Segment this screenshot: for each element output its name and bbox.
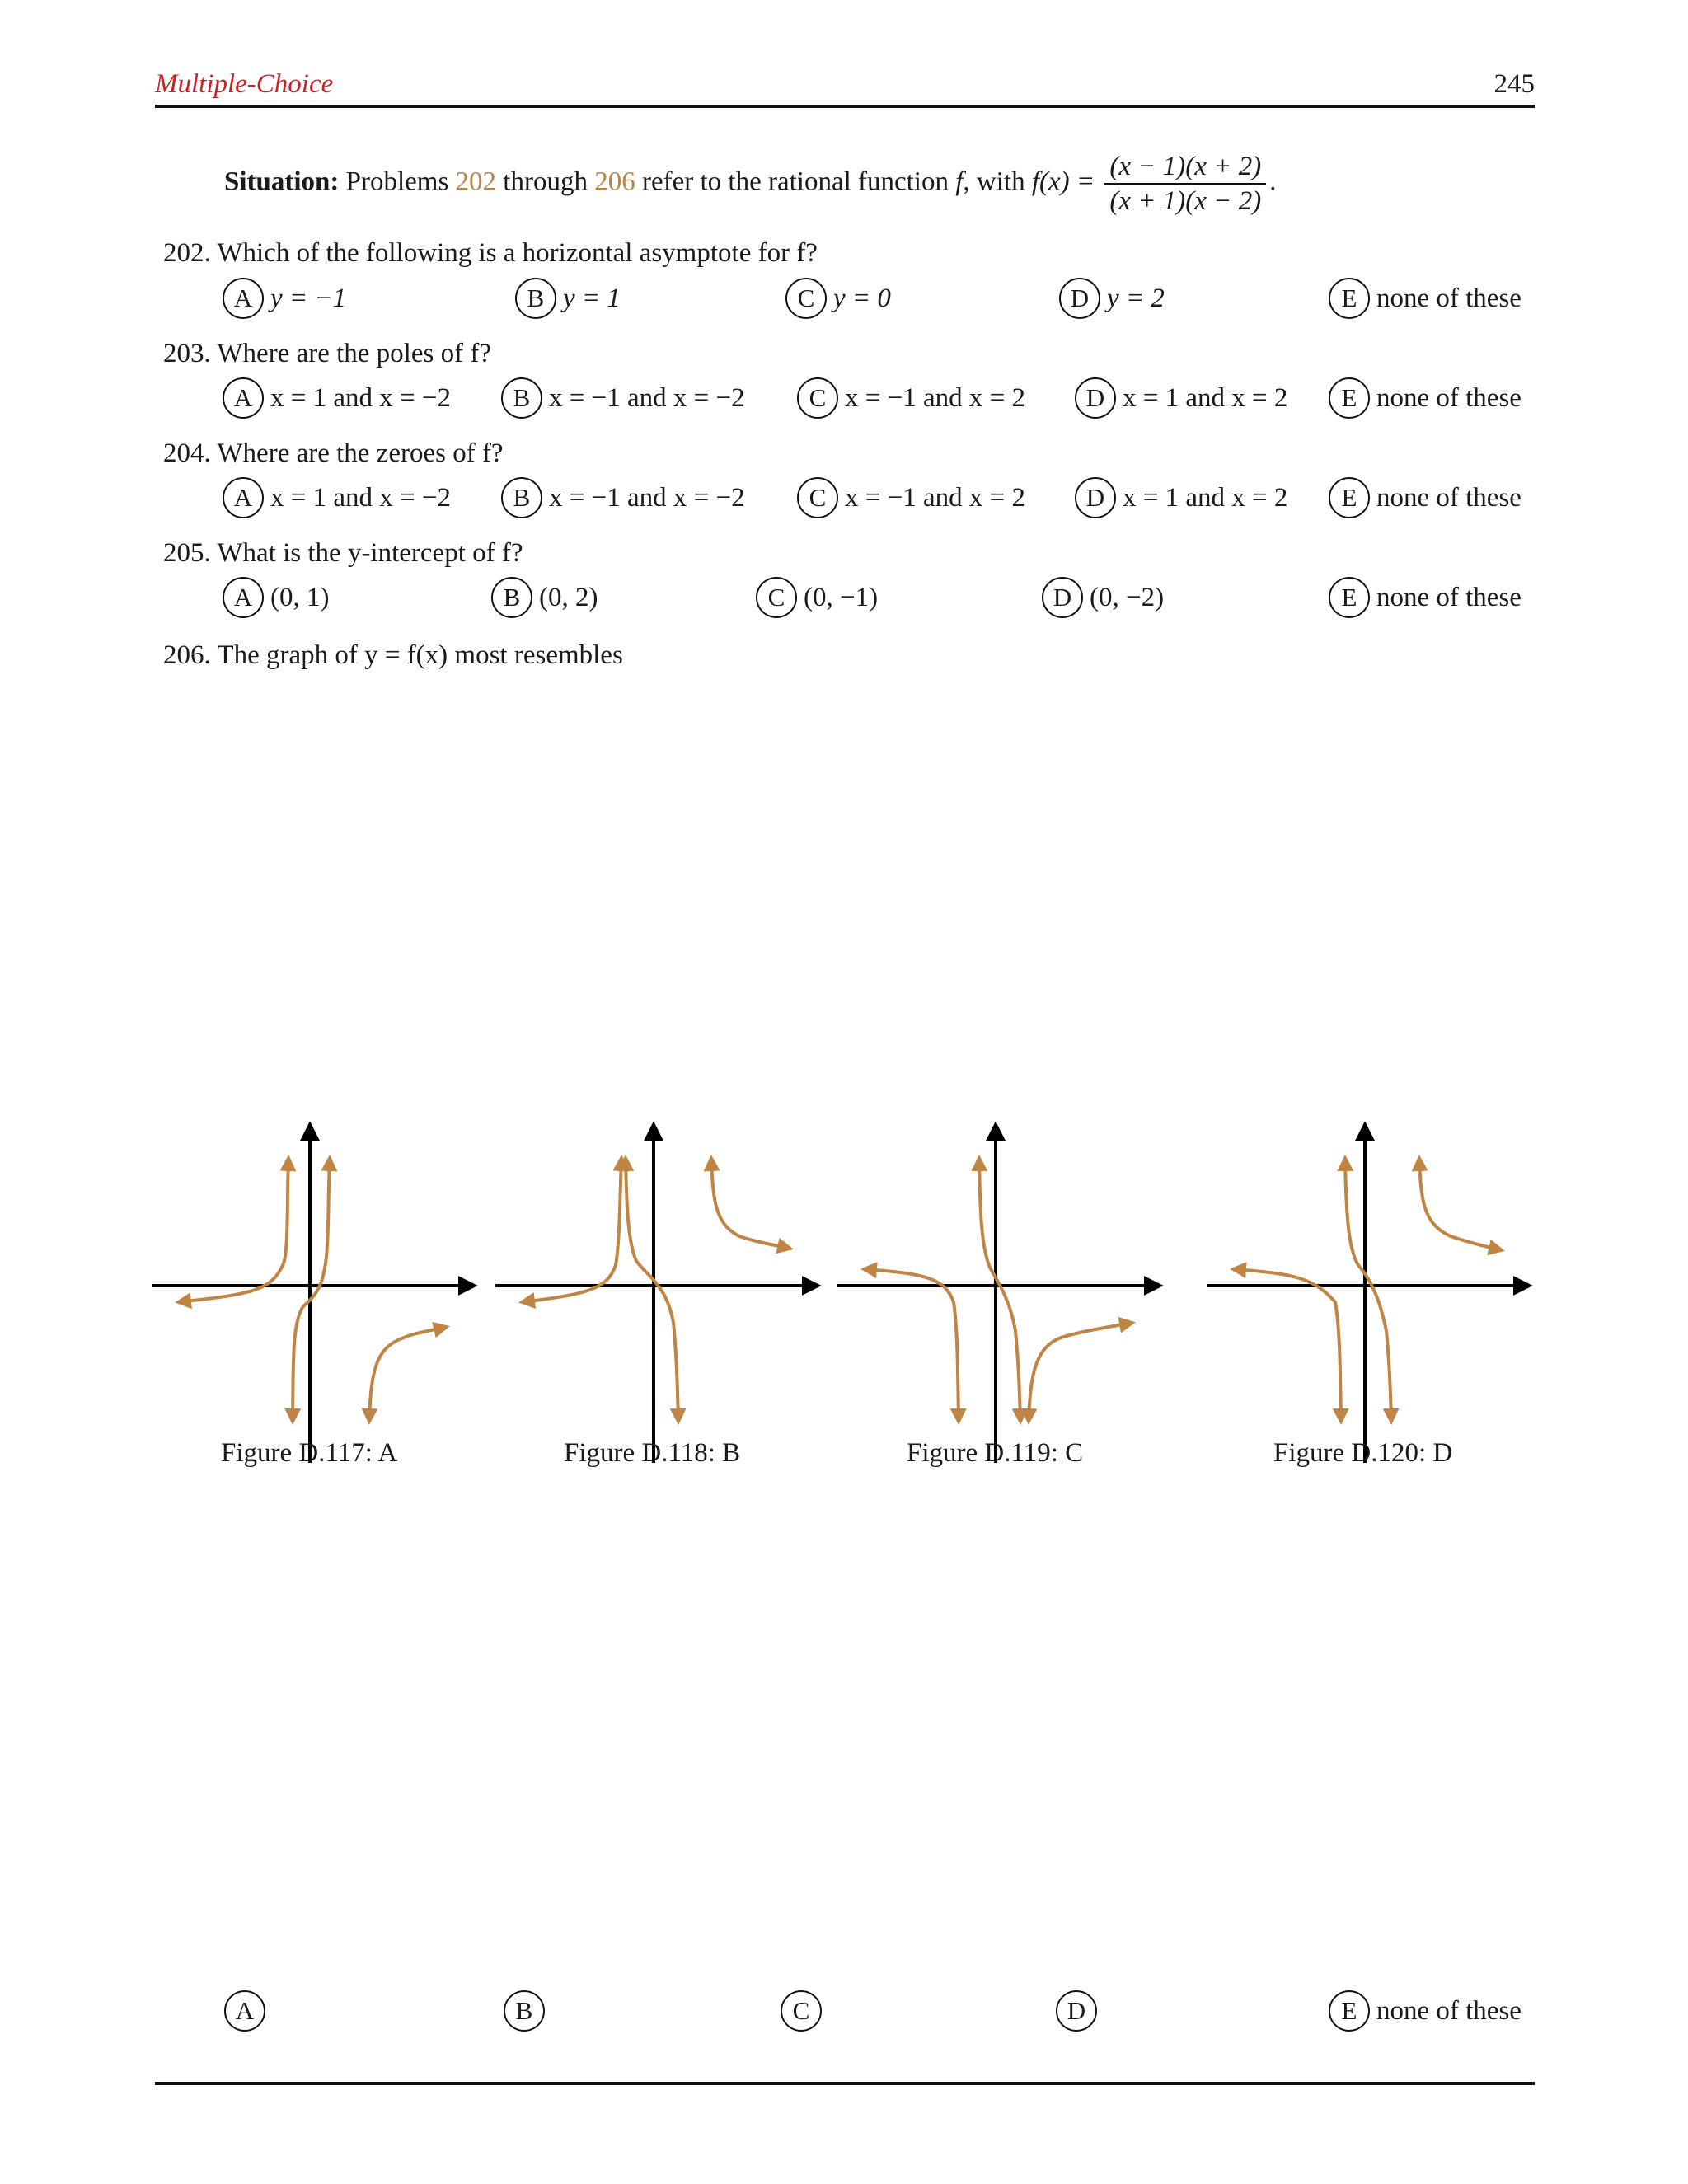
curve-left-branch bbox=[178, 1158, 288, 1302]
situation-text-4: , with bbox=[963, 166, 1025, 197]
curve-left-branch bbox=[522, 1158, 621, 1302]
choice-letter: A bbox=[223, 377, 264, 419]
choice-letter: C bbox=[756, 577, 797, 618]
option-204-d[interactable] bbox=[1075, 477, 1287, 518]
option-202-a[interactable] bbox=[223, 278, 346, 319]
situation-statement bbox=[224, 150, 1276, 218]
fraction-numerator: (x − 1)(x + 2) bbox=[1104, 150, 1266, 185]
choice-letter: D bbox=[1056, 1990, 1097, 2032]
problem-203-question bbox=[163, 339, 491, 369]
choice-letter: D bbox=[1042, 577, 1083, 618]
choice-text: x = −1 and x = −2 bbox=[549, 382, 745, 413]
problem-206-question bbox=[163, 640, 623, 671]
choice-text: (0, −2) bbox=[1090, 582, 1165, 612]
choice-letter: D bbox=[1075, 377, 1116, 419]
curve-right-branch bbox=[1029, 1323, 1132, 1422]
option-206-e[interactable] bbox=[1329, 1990, 1522, 2032]
curve-left-branch bbox=[864, 1269, 959, 1422]
option-205-d[interactable] bbox=[1042, 577, 1164, 618]
option-204-c[interactable] bbox=[797, 477, 1025, 518]
choice-text: y = 2 bbox=[1107, 283, 1165, 313]
situation-text-2: through bbox=[503, 166, 588, 197]
choice-letter: E bbox=[1329, 477, 1370, 518]
problem-number: 206. bbox=[163, 640, 211, 670]
choice-text: (0, 2) bbox=[539, 582, 598, 612]
choice-text: x = −1 and x = 2 bbox=[845, 382, 1025, 413]
choice-letter: B bbox=[504, 1990, 545, 2032]
option-202-b[interactable] bbox=[515, 278, 621, 319]
option-203-e[interactable] bbox=[1329, 377, 1522, 419]
option-203-a[interactable] bbox=[223, 377, 451, 419]
section-title: Multiple-Choice bbox=[155, 69, 334, 99]
curve-middle-branch bbox=[1345, 1158, 1391, 1422]
rational-fraction bbox=[1104, 150, 1266, 218]
choice-letter: B bbox=[515, 278, 556, 319]
problem-204-question bbox=[163, 438, 504, 469]
question-text: Where are the poles of f? bbox=[217, 339, 491, 368]
function-name: f bbox=[955, 166, 964, 197]
figure-a-graph bbox=[148, 1117, 478, 1446]
choice-text: x = −1 and x = 2 bbox=[845, 482, 1025, 513]
choice-letter: A bbox=[224, 1990, 265, 2032]
header-rule bbox=[155, 105, 1535, 108]
choice-text: (0, 1) bbox=[270, 582, 330, 612]
problem-205-question bbox=[163, 538, 523, 569]
fraction-denominator: (x + 1)(x − 2) bbox=[1109, 186, 1262, 216]
choice-letter: E bbox=[1329, 278, 1370, 319]
option-205-e[interactable] bbox=[1329, 577, 1522, 618]
choice-letter: A bbox=[223, 278, 264, 319]
choice-letter: E bbox=[1329, 377, 1370, 419]
option-202-d[interactable] bbox=[1059, 278, 1165, 319]
choice-letter: D bbox=[1075, 477, 1116, 518]
page-number: 245 bbox=[1493, 69, 1535, 99]
figure-b-graph bbox=[492, 1117, 822, 1446]
choice-letter: B bbox=[501, 477, 542, 518]
choice-text: x = −1 and x = −2 bbox=[549, 482, 745, 513]
figure-c-caption: Figure D.119: C bbox=[907, 1438, 1084, 1468]
situation-period: . bbox=[1269, 166, 1277, 197]
choice-text: none of these bbox=[1376, 1995, 1522, 2026]
option-206-c[interactable] bbox=[781, 1990, 828, 2032]
situation-label: Situation: bbox=[224, 166, 340, 197]
option-205-a[interactable] bbox=[223, 577, 329, 618]
choice-text: y = 1 bbox=[563, 283, 621, 313]
question-text: Where are the zeroes of f? bbox=[217, 438, 504, 468]
problem-ref-end[interactable]: 206 bbox=[594, 166, 635, 197]
option-204-e[interactable] bbox=[1329, 477, 1522, 518]
footer-rule bbox=[155, 2082, 1535, 2085]
option-203-c[interactable] bbox=[797, 377, 1025, 419]
problem-number: 202. bbox=[163, 238, 211, 268]
option-206-d[interactable] bbox=[1056, 1990, 1104, 2032]
option-202-e[interactable] bbox=[1329, 278, 1522, 319]
choice-letter: A bbox=[223, 577, 264, 618]
figure-c-graph bbox=[834, 1117, 1164, 1446]
curve-left-branch bbox=[1233, 1269, 1341, 1422]
figure-d-graph bbox=[1203, 1117, 1533, 1446]
question-text: What is the y-intercept of f? bbox=[217, 538, 523, 568]
option-205-b[interactable] bbox=[491, 577, 598, 618]
option-206-b[interactable] bbox=[504, 1990, 551, 2032]
choice-letter: E bbox=[1329, 1990, 1370, 2032]
choice-letter: C bbox=[797, 477, 838, 518]
choice-letter: C bbox=[785, 278, 827, 319]
choice-letter: D bbox=[1059, 278, 1100, 319]
question-text: The graph of y = f(x) most resembles bbox=[217, 640, 623, 670]
problem-number: 204. bbox=[163, 438, 211, 468]
choice-text: x = 1 and x = −2 bbox=[270, 382, 451, 413]
choice-letter: C bbox=[781, 1990, 822, 2032]
option-206-a[interactable] bbox=[224, 1990, 272, 2032]
choice-letter: E bbox=[1329, 577, 1370, 618]
choice-text: none of these bbox=[1376, 283, 1522, 313]
choice-text: none of these bbox=[1376, 582, 1522, 612]
choice-text: x = 1 and x = 2 bbox=[1123, 482, 1288, 513]
situation-text-3: refer to the rational function bbox=[641, 166, 949, 197]
choice-letter: B bbox=[491, 577, 532, 618]
option-205-c[interactable] bbox=[756, 577, 878, 618]
situation-text-1: Problems bbox=[345, 166, 449, 197]
option-203-d[interactable] bbox=[1075, 377, 1287, 419]
option-203-b[interactable] bbox=[501, 377, 745, 419]
choice-text: x = 1 and x = −2 bbox=[270, 482, 451, 513]
choice-text: y = −1 bbox=[270, 283, 347, 313]
curve-right-branch bbox=[369, 1327, 447, 1422]
choice-text: (0, −1) bbox=[804, 582, 879, 612]
choice-text: x = 1 and x = 2 bbox=[1123, 382, 1288, 413]
curve-middle-branch bbox=[979, 1158, 1020, 1422]
figure-a-caption: Figure D.117: A bbox=[221, 1438, 398, 1468]
problem-number: 203. bbox=[163, 339, 211, 368]
problem-ref-start[interactable]: 202 bbox=[455, 166, 497, 197]
option-204-a[interactable] bbox=[223, 477, 451, 518]
curve-right-branch bbox=[711, 1158, 790, 1249]
option-202-c[interactable] bbox=[785, 278, 891, 319]
figure-d-caption: Figure D.120: D bbox=[1273, 1438, 1453, 1468]
question-text: Which of the following is a horizontal asymptote for f? bbox=[217, 238, 818, 268]
choice-text: y = 0 bbox=[833, 283, 891, 313]
option-204-b[interactable] bbox=[501, 477, 745, 518]
choice-letter: C bbox=[797, 377, 838, 419]
problem-number: 205. bbox=[163, 538, 211, 568]
curve-right-branch bbox=[1419, 1158, 1502, 1250]
problem-202-question bbox=[163, 238, 818, 269]
choice-letter: B bbox=[501, 377, 542, 419]
function-expression: f(x) = bbox=[1031, 166, 1095, 197]
choice-text: none of these bbox=[1376, 382, 1522, 413]
figure-b-caption: Figure D.118: B bbox=[564, 1438, 741, 1468]
choice-text: none of these bbox=[1376, 482, 1522, 513]
choice-letter: A bbox=[223, 477, 264, 518]
